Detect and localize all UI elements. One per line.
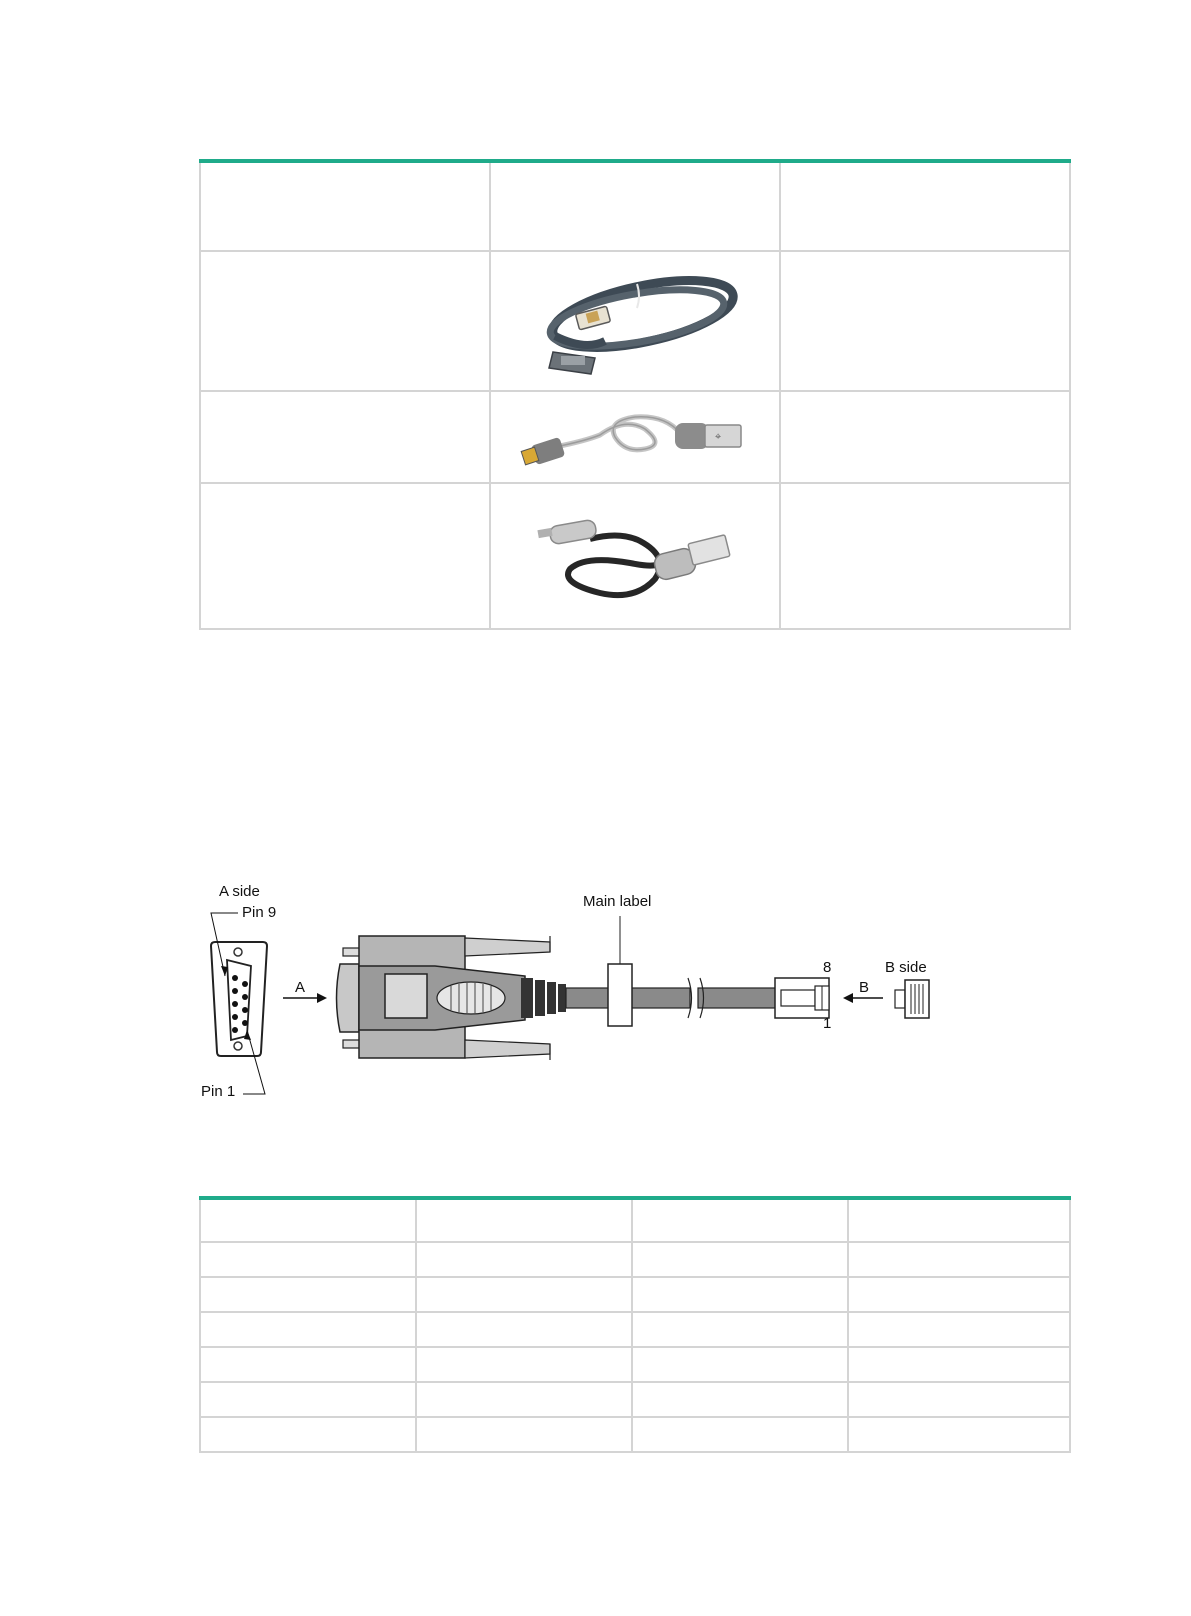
db9-connector-front: [211, 942, 267, 1056]
rj45-pin1-label: 1: [823, 1015, 832, 1032]
table-header-row: [200, 161, 1070, 251]
table-cell: [848, 1417, 1070, 1452]
table-cell: [200, 1312, 416, 1347]
a-side-label: A side: [219, 883, 260, 900]
table-cell: [416, 1277, 632, 1312]
table-row: [200, 1382, 1070, 1417]
table-cell: [200, 483, 490, 629]
header-cell: [200, 1198, 416, 1242]
pinout-table: [199, 1196, 1071, 1453]
main-label-text: Main label: [583, 893, 652, 910]
cable-table: [199, 159, 1071, 630]
table-header-row: [200, 1198, 1070, 1242]
strain-relief: [521, 978, 566, 1018]
pin1-label: Pin 1: [201, 1083, 236, 1100]
table-cell: [200, 391, 490, 483]
table-row: [200, 1417, 1070, 1452]
table-cell: [780, 391, 1070, 483]
table-cell: [632, 1382, 848, 1417]
table-cell: [848, 1312, 1070, 1347]
serial-console-cable-image: [525, 256, 745, 386]
header-cell: [848, 1198, 1070, 1242]
db9-connector-side: [337, 936, 551, 1060]
usb-type-a-to-b-cable-image: [515, 397, 755, 477]
header-cell: [200, 161, 490, 251]
b-side-label: B side: [885, 959, 927, 976]
table-row: [200, 483, 1070, 629]
table-cell: [848, 1242, 1070, 1277]
table-cell: [632, 1347, 848, 1382]
pin9-label: Pin 9: [242, 904, 277, 921]
table-row: [200, 1242, 1070, 1277]
rj45-connector-front: [895, 980, 929, 1018]
usb-type-a-to-micro-usb-cable-image: [530, 501, 740, 611]
main-label-tag: [608, 964, 632, 1026]
table-cell: [632, 1312, 848, 1347]
table-cell: [632, 1242, 848, 1277]
table-row: [200, 251, 1070, 391]
table-cell: [416, 1242, 632, 1277]
header-cell: [632, 1198, 848, 1242]
header-cell: [780, 161, 1070, 251]
table-cell: [848, 1347, 1070, 1382]
table-cell: [848, 1277, 1070, 1312]
arrow-a-label: A: [295, 979, 306, 996]
table-cell: [200, 251, 490, 391]
header-cell: [416, 1198, 632, 1242]
table-cell: [780, 483, 1070, 629]
table-cell: [416, 1312, 632, 1347]
table-row: [200, 391, 1070, 483]
table-cell: [416, 1417, 632, 1452]
svg-text:⌖: ⌖: [715, 430, 722, 443]
rj45-plug: [775, 978, 829, 1018]
table-cell: [416, 1382, 632, 1417]
table-cell: [416, 1347, 632, 1382]
table-cell: [632, 1277, 848, 1312]
table-cell: [490, 251, 780, 391]
table-cell: [490, 483, 780, 629]
table-cell: [200, 1382, 416, 1417]
pin8-label: 8: [823, 959, 832, 976]
header-cell: [490, 161, 780, 251]
table-cell: [200, 1277, 416, 1312]
table-cell: [200, 1242, 416, 1277]
table-cell: [490, 391, 780, 483]
table-cell: [848, 1382, 1070, 1417]
table-row: [200, 1312, 1070, 1347]
table-cell: [632, 1417, 848, 1452]
table-row: [200, 1347, 1070, 1382]
table-cell: [200, 1417, 416, 1452]
console-cable-diagram: [195, 880, 975, 1120]
table-row: [200, 1277, 1070, 1312]
table-cell: [780, 251, 1070, 391]
table-cell: [200, 1347, 416, 1382]
arrow-b-label: B: [859, 979, 870, 996]
